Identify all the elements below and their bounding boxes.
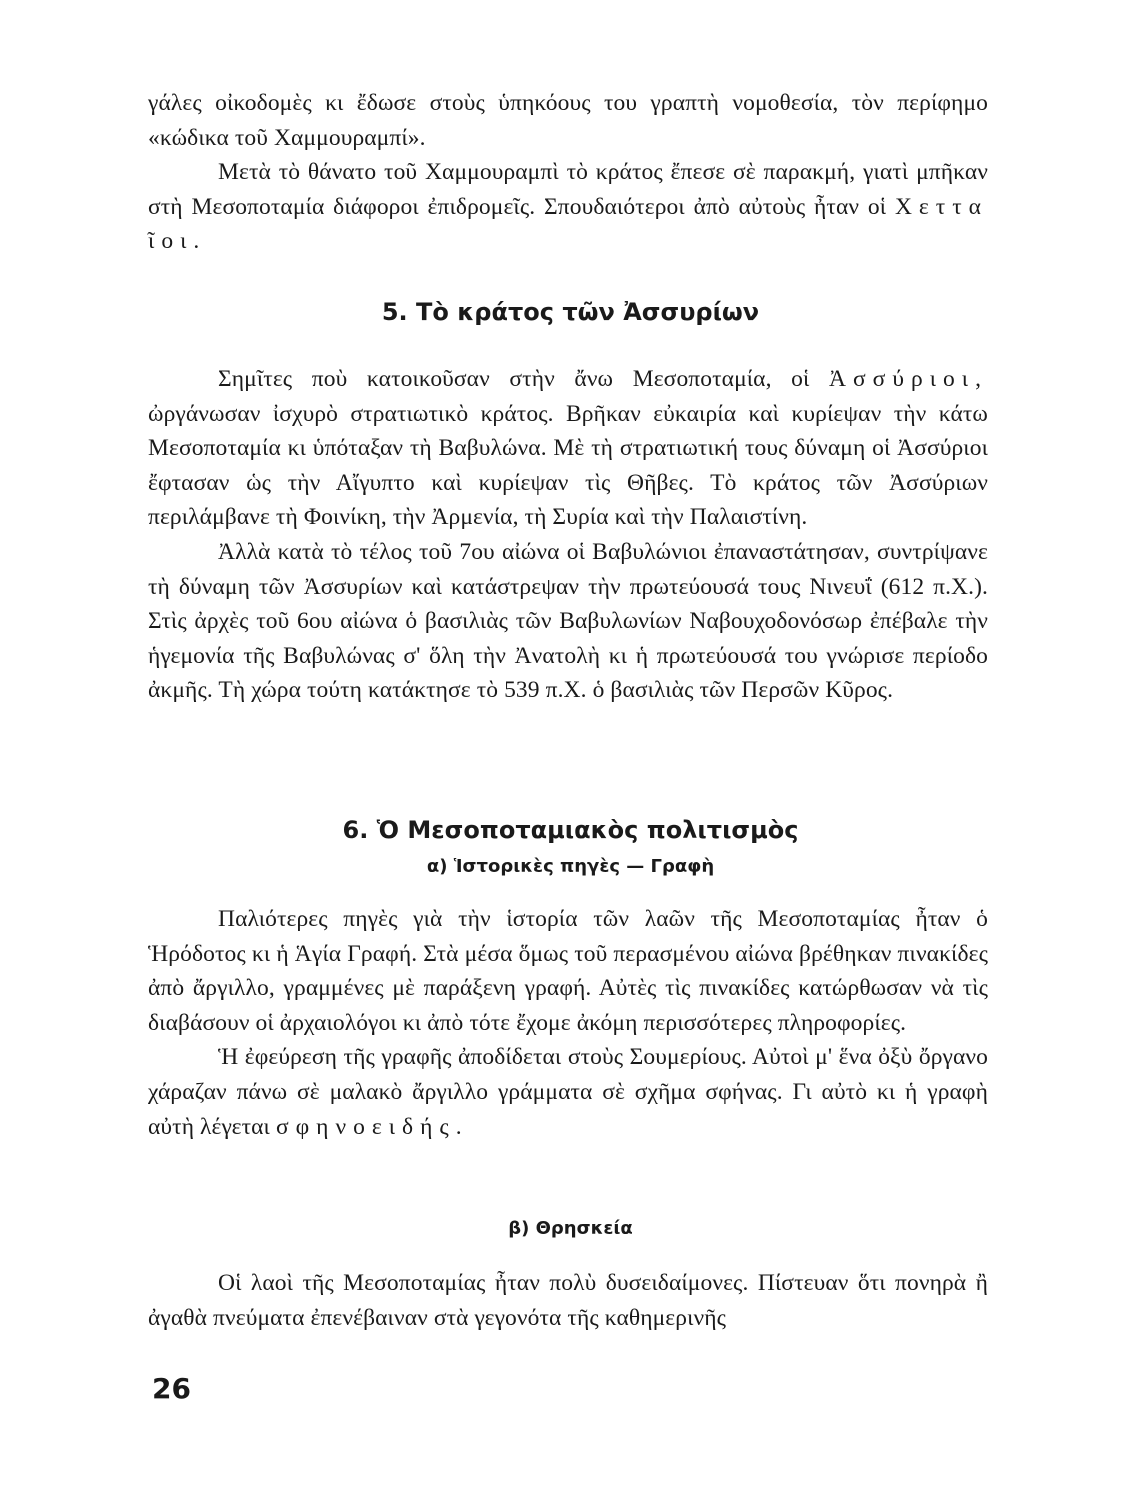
paragraph-text: Μετὰ τὸ θάνατο τοῦ Χαμμουραμπὶ τὸ κράτος ἔπεσε σὲ παρακμή, γιατὶ μπῆκαν στὴ Μεσοποταμία διάφοροι ἐπιδρομεῖς. Σπουδαιότεροι ἀπὸ αὐτοὺς ἦταν οἱ <box>148 159 988 220</box>
section-5-title: 5. Τὸ κράτος τῶν Ἀσσυρίων <box>381 298 760 326</box>
paragraph: Παλιότερες πηγὲς γιὰ τὴν ἱστορία τῶν λαῶν τῆς Μεσοποταμίας ἦταν ὁ Ἡρόδοτος κι ἡ Ἁγία Γραφή. Στὰ μέσα ὅμως τοῦ περασμένου αἰώνα βρέθηκαν πινακίδες ἀπὸ ἄργιλλο, γραμμένες μὲ παράξενη γραφή. Αὐτὲς τὶς πινακίδες κατώρθωσαν νὰ τὶς διαβάσουν οἱ ἀρχαιολόγοι κι ἀπὸ τότε ἔχομε ἀκόμη περισσότερες πληροφορίες. <box>148 906 988 1036</box>
section-6a-subtitle: α) Ἱστορικὲς πηγὲς — Γραφὴ <box>426 856 715 877</box>
paragraph <box>148 362 988 535</box>
paragraph-text: ὠργάνωσαν ἰσχυρὸ στρατιωτικὸ κράτος. Βρῆκαν εὐκαιρία καὶ κυρίεψαν τὴν κάτω Μεσοποταμία κι ὑπόταξαν τὴ Βαβυλώνα. Μὲ τὴ στρατιωτική τους δύναμη οἱ Ἀσσύριοι ἔφτασαν ὡς τὴν Αἴγυπτο καὶ κυρίεψαν τὶς Θῆβες. Τὸ κράτος τῶν Ἀσσύριων περιλάμβανε τὴ Φοινίκη, τὴν Ἀρμενία, τὴ Συρία καὶ τὴν Παλαιστίνη. <box>148 400 988 531</box>
paragraph-text: Σημῖτες ποὺ κατοικοῦσαν στὴν ἄνω Μεσοποταμία, οἱ <box>218 366 810 392</box>
section-6-title: 6. Ὁ Μεσοποταμιακὸς πολιτισμὸς <box>342 816 799 844</box>
section-6a-text <box>148 902 988 1144</box>
intro-text <box>148 86 988 259</box>
page-number: 26 <box>152 1372 191 1405</box>
paragraph <box>148 1040 988 1144</box>
emphasized-term: Ἀσσύριοι, <box>829 366 988 392</box>
section-6b-subtitle: β) Θρησκεία <box>508 1218 633 1239</box>
section-5-text <box>148 362 988 708</box>
emphasized-term: Χεττα ῖοι. <box>148 193 988 255</box>
emphasized-term: σφηνοειδής. <box>275 1113 469 1140</box>
paragraph-text: Ἡ ἐφεύρεση τῆς γραφῆς ἀποδίδεται στοὺς Σουμερίους. Αὐτοὶ μ' ἕνα ὀξὺ ὄργανο χάραζαν πάνω σὲ μαλακὸ ἄργιλλο γράμματα σὲ σχῆμα σφήνας. Γι αὐτὸ κι ἡ γραφὴ αὐτὴ λέγεται <box>148 1044 988 1140</box>
paragraph <box>148 155 988 259</box>
section-6b-text <box>148 1266 988 1335</box>
paragraph: γάλες οἰκοδομὲς κι ἔδωσε στοὺς ὑπηκόους του γραπτὴ νομοθεσία, τὸν περίφημο «κώδικα τοῦ Χαμμουραμπί». <box>148 90 988 151</box>
paragraph: Οἱ λαοὶ τῆς Μεσοποταμίας ἦταν πολὺ δυσειδαίμονες. Πίστευαν ὅτι πονηρὰ ἢ ἀγαθὰ πνεύματα ἐπενέβαιναν στὰ γεγονότα τῆς καθημερινῆς <box>148 1270 988 1331</box>
paragraph: Ἀλλὰ κατὰ τὸ τέλος τοῦ 7ου αἰώνα οἱ Βαβυλώνιοι ἐπαναστάτησαν, συντρίψανε τὴ δύναμη τῶν Ἀσσυρίων καὶ κατάστρεψαν τὴν πρωτεύουσά τους Νινευΐ (612 π.Χ.). Στὶς ἀρχὲς τοῦ 6ου αἰώνα ὁ βασιλιὰς τῶν Βαβυλωνίων Ναβουχοδονόσωρ ἐπέβαλε τὴν ἡγεμονία τῆς Βαβυλώνας σ' ὅλη τὴν Ἀνατολὴ κι ἡ πρωτεύουσά του γνώρισε περίοδο ἀκμῆς. Τὴ χώρα τούτη κατάκτησε τὸ 539 π.Χ. ὁ βασιλιὰς τῶν Περσῶν Κῦρος. <box>148 538 988 704</box>
